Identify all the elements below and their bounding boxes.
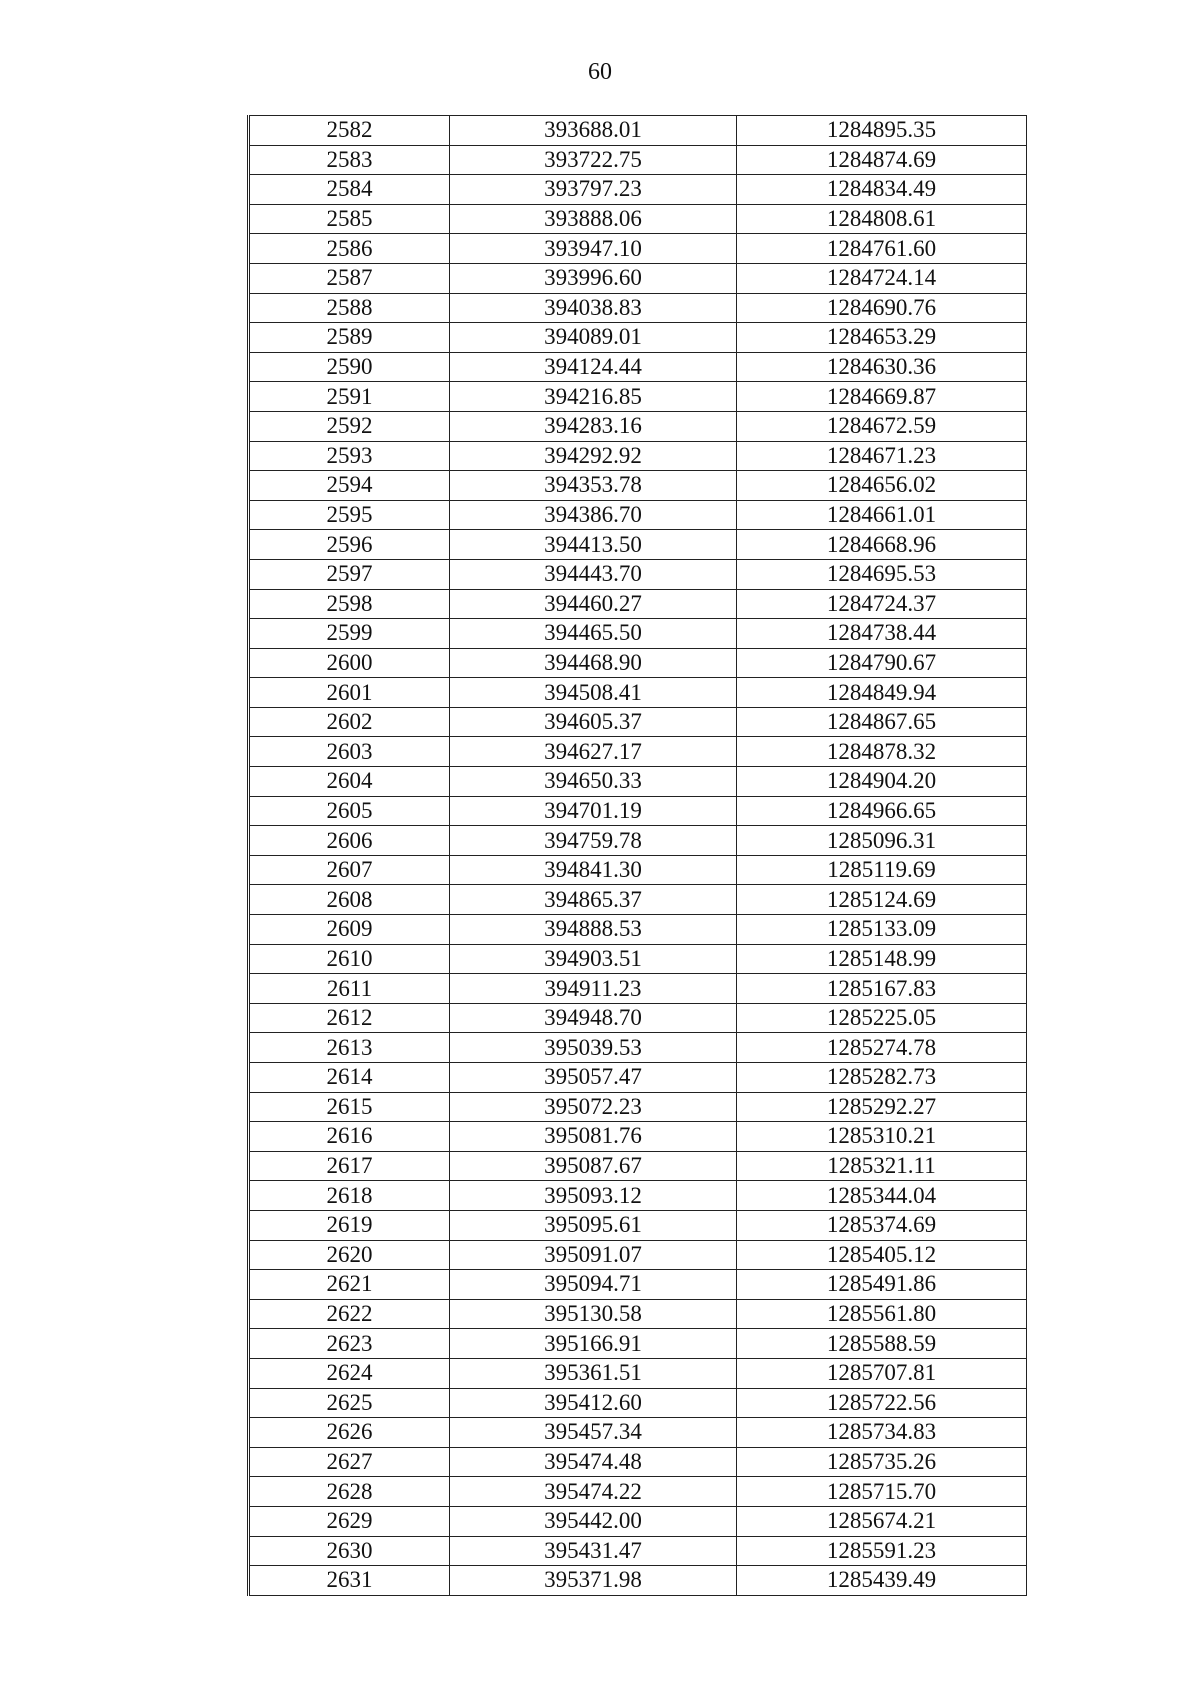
y-coordinate-cell: 1285167.83 [737, 974, 1027, 1004]
x-coordinate-cell: 393888.06 [450, 204, 737, 234]
y-coordinate-cell: 1284790.67 [737, 648, 1027, 678]
x-coordinate-cell: 394386.70 [450, 500, 737, 530]
table-row [249, 648, 1027, 678]
y-coordinate-cell: 1284761.60 [737, 234, 1027, 264]
table-row [249, 500, 1027, 530]
point-number-cell: 2584 [249, 175, 450, 205]
y-coordinate-cell: 1285096.31 [737, 826, 1027, 856]
y-coordinate-cell: 1285707.81 [737, 1358, 1027, 1388]
point-number-cell: 2624 [249, 1358, 450, 1388]
x-coordinate-cell: 394605.37 [450, 707, 737, 737]
x-coordinate-cell: 394841.30 [450, 855, 737, 885]
table-row [249, 915, 1027, 945]
point-number-cell: 2626 [249, 1418, 450, 1448]
x-coordinate-cell: 394216.85 [450, 382, 737, 412]
x-coordinate-cell: 394413.50 [450, 530, 737, 560]
point-number-cell: 2617 [249, 1151, 450, 1181]
y-coordinate-cell: 1284738.44 [737, 619, 1027, 649]
x-coordinate-cell: 393722.75 [450, 145, 737, 175]
x-coordinate-cell: 394443.70 [450, 559, 737, 589]
x-coordinate-cell: 394460.27 [450, 589, 737, 619]
x-coordinate-cell: 394911.23 [450, 974, 737, 1004]
table-row [249, 145, 1027, 175]
point-number-cell: 2588 [249, 293, 450, 323]
table-row [249, 1329, 1027, 1359]
y-coordinate-cell: 1285148.99 [737, 944, 1027, 974]
x-coordinate-cell: 395130.58 [450, 1299, 737, 1329]
x-coordinate-cell: 395457.34 [450, 1418, 737, 1448]
x-coordinate-cell: 395081.76 [450, 1122, 737, 1152]
y-coordinate-cell: 1285722.56 [737, 1388, 1027, 1418]
y-coordinate-cell: 1285225.05 [737, 1003, 1027, 1033]
x-coordinate-cell: 394283.16 [450, 411, 737, 441]
x-coordinate-cell: 395087.67 [450, 1151, 737, 1181]
point-number-cell: 2594 [249, 471, 450, 501]
y-coordinate-cell: 1285274.78 [737, 1033, 1027, 1063]
point-number-cell: 2600 [249, 648, 450, 678]
y-coordinate-cell: 1284668.96 [737, 530, 1027, 560]
x-coordinate-cell: 394508.41 [450, 678, 737, 708]
x-coordinate-cell: 395094.71 [450, 1270, 737, 1300]
x-coordinate-cell: 394948.70 [450, 1003, 737, 1033]
y-coordinate-cell: 1284867.65 [737, 707, 1027, 737]
table-row [249, 1181, 1027, 1211]
coordinates-table-body [249, 116, 1027, 1596]
point-number-cell: 2629 [249, 1506, 450, 1536]
point-number-cell: 2587 [249, 263, 450, 293]
coordinates-table-container [247, 115, 1025, 1596]
point-number-cell: 2589 [249, 323, 450, 353]
y-coordinate-cell: 1285561.80 [737, 1299, 1027, 1329]
table-row [249, 1447, 1027, 1477]
table-row [249, 1151, 1027, 1181]
point-number-cell: 2592 [249, 411, 450, 441]
y-coordinate-cell: 1285133.09 [737, 915, 1027, 945]
point-number-cell: 2616 [249, 1122, 450, 1152]
y-coordinate-cell: 1284904.20 [737, 767, 1027, 797]
y-coordinate-cell: 1285321.11 [737, 1151, 1027, 1181]
point-number-cell: 2597 [249, 559, 450, 589]
x-coordinate-cell: 395039.53 [450, 1033, 737, 1063]
table-row [249, 1477, 1027, 1507]
y-coordinate-cell: 1284849.94 [737, 678, 1027, 708]
point-number-cell: 2614 [249, 1063, 450, 1093]
y-coordinate-cell: 1284656.02 [737, 471, 1027, 501]
y-coordinate-cell: 1285292.27 [737, 1092, 1027, 1122]
point-number-cell: 2630 [249, 1536, 450, 1566]
table-row [249, 382, 1027, 412]
point-number-cell: 2622 [249, 1299, 450, 1329]
x-coordinate-cell: 393947.10 [450, 234, 737, 264]
point-number-cell: 2583 [249, 145, 450, 175]
table-row [249, 944, 1027, 974]
x-coordinate-cell: 395442.00 [450, 1506, 737, 1536]
y-coordinate-cell: 1284695.53 [737, 559, 1027, 589]
x-coordinate-cell: 393996.60 [450, 263, 737, 293]
table-row [249, 263, 1027, 293]
table-row [249, 974, 1027, 1004]
x-coordinate-cell: 395474.22 [450, 1477, 737, 1507]
point-number-cell: 2591 [249, 382, 450, 412]
point-number-cell: 2610 [249, 944, 450, 974]
page-number: 60 [588, 59, 612, 85]
y-coordinate-cell: 1284671.23 [737, 441, 1027, 471]
table-row [249, 1063, 1027, 1093]
y-coordinate-cell: 1284724.14 [737, 263, 1027, 293]
point-number-cell: 2619 [249, 1210, 450, 1240]
point-number-cell: 2625 [249, 1388, 450, 1418]
table-row [249, 885, 1027, 915]
x-coordinate-cell: 394627.17 [450, 737, 737, 767]
y-coordinate-cell: 1285310.21 [737, 1122, 1027, 1152]
point-number-cell: 2608 [249, 885, 450, 915]
table-row [249, 175, 1027, 205]
y-coordinate-cell: 1285124.69 [737, 885, 1027, 915]
point-number-cell: 2611 [249, 974, 450, 1004]
table-row [249, 1240, 1027, 1270]
y-coordinate-cell: 1285735.26 [737, 1447, 1027, 1477]
table-row [249, 1122, 1027, 1152]
point-number-cell: 2621 [249, 1270, 450, 1300]
y-coordinate-cell: 1285439.49 [737, 1566, 1027, 1596]
x-coordinate-cell: 395371.98 [450, 1566, 737, 1596]
y-coordinate-cell: 1285491.86 [737, 1270, 1027, 1300]
point-number-cell: 2607 [249, 855, 450, 885]
y-coordinate-cell: 1285344.04 [737, 1181, 1027, 1211]
table-row [249, 1536, 1027, 1566]
x-coordinate-cell: 395057.47 [450, 1063, 737, 1093]
x-coordinate-cell: 394465.50 [450, 619, 737, 649]
x-coordinate-cell: 395474.48 [450, 1447, 737, 1477]
table-row [249, 471, 1027, 501]
point-number-cell: 2603 [249, 737, 450, 767]
x-coordinate-cell: 394353.78 [450, 471, 737, 501]
table-row [249, 530, 1027, 560]
point-number-cell: 2590 [249, 352, 450, 382]
point-number-cell: 2615 [249, 1092, 450, 1122]
table-row [249, 204, 1027, 234]
y-coordinate-cell: 1285282.73 [737, 1063, 1027, 1093]
x-coordinate-cell: 394903.51 [450, 944, 737, 974]
table-row [249, 767, 1027, 797]
table-row [249, 619, 1027, 649]
table-row [249, 1299, 1027, 1329]
x-coordinate-cell: 394089.01 [450, 323, 737, 353]
point-number-cell: 2612 [249, 1003, 450, 1033]
y-coordinate-cell: 1284808.61 [737, 204, 1027, 234]
x-coordinate-cell: 394468.90 [450, 648, 737, 678]
table-row [249, 1092, 1027, 1122]
point-number-cell: 2620 [249, 1240, 450, 1270]
point-number-cell: 2593 [249, 441, 450, 471]
table-row [249, 1506, 1027, 1536]
table-row [249, 559, 1027, 589]
point-number-cell: 2599 [249, 619, 450, 649]
x-coordinate-cell: 395431.47 [450, 1536, 737, 1566]
point-number-cell: 2609 [249, 915, 450, 945]
y-coordinate-cell: 1284895.35 [737, 116, 1027, 146]
y-coordinate-cell: 1285734.83 [737, 1418, 1027, 1448]
x-coordinate-cell: 395361.51 [450, 1358, 737, 1388]
table-row [249, 737, 1027, 767]
point-number-cell: 2623 [249, 1329, 450, 1359]
x-coordinate-cell: 395072.23 [450, 1092, 737, 1122]
y-coordinate-cell: 1284672.59 [737, 411, 1027, 441]
x-coordinate-cell: 395412.60 [450, 1388, 737, 1418]
point-number-cell: 2598 [249, 589, 450, 619]
table-row [249, 826, 1027, 856]
y-coordinate-cell: 1284690.76 [737, 293, 1027, 323]
x-coordinate-cell: 394888.53 [450, 915, 737, 945]
y-coordinate-cell: 1284878.32 [737, 737, 1027, 767]
point-number-cell: 2606 [249, 826, 450, 856]
point-number-cell: 2582 [249, 116, 450, 146]
y-coordinate-cell: 1285405.12 [737, 1240, 1027, 1270]
point-number-cell: 2601 [249, 678, 450, 708]
table-row [249, 1388, 1027, 1418]
table-row [249, 352, 1027, 382]
x-coordinate-cell: 394038.83 [450, 293, 737, 323]
table-row [249, 1358, 1027, 1388]
y-coordinate-cell: 1285119.69 [737, 855, 1027, 885]
point-number-cell: 2585 [249, 204, 450, 234]
x-coordinate-cell: 395093.12 [450, 1181, 737, 1211]
y-coordinate-cell: 1284669.87 [737, 382, 1027, 412]
x-coordinate-cell: 394759.78 [450, 826, 737, 856]
table-row [249, 1033, 1027, 1063]
table-row [249, 1418, 1027, 1448]
x-coordinate-cell: 393688.01 [450, 116, 737, 146]
x-coordinate-cell: 395166.91 [450, 1329, 737, 1359]
point-number-cell: 2596 [249, 530, 450, 560]
table-row [249, 293, 1027, 323]
point-number-cell: 2627 [249, 1447, 450, 1477]
x-coordinate-cell: 395095.61 [450, 1210, 737, 1240]
table-row [249, 1210, 1027, 1240]
table-row [249, 1566, 1027, 1596]
point-number-cell: 2604 [249, 767, 450, 797]
table-row [249, 441, 1027, 471]
y-coordinate-cell: 1284661.01 [737, 500, 1027, 530]
y-coordinate-cell: 1284630.36 [737, 352, 1027, 382]
table-row [249, 323, 1027, 353]
y-coordinate-cell: 1284834.49 [737, 175, 1027, 205]
x-coordinate-cell: 394124.44 [450, 352, 737, 382]
table-row [249, 1003, 1027, 1033]
table-row [249, 707, 1027, 737]
y-coordinate-cell: 1285591.23 [737, 1536, 1027, 1566]
table-row [249, 796, 1027, 826]
y-coordinate-cell: 1284653.29 [737, 323, 1027, 353]
table-row [249, 589, 1027, 619]
table-row [249, 1270, 1027, 1300]
table-row [249, 855, 1027, 885]
point-number-cell: 2602 [249, 707, 450, 737]
x-coordinate-cell: 393797.23 [450, 175, 737, 205]
table-row [249, 411, 1027, 441]
point-number-cell: 2595 [249, 500, 450, 530]
x-coordinate-cell: 394292.92 [450, 441, 737, 471]
x-coordinate-cell: 395091.07 [450, 1240, 737, 1270]
y-coordinate-cell: 1284724.37 [737, 589, 1027, 619]
point-number-cell: 2605 [249, 796, 450, 826]
y-coordinate-cell: 1284966.65 [737, 796, 1027, 826]
x-coordinate-cell: 394865.37 [450, 885, 737, 915]
y-coordinate-cell: 1284874.69 [737, 145, 1027, 175]
table-row [249, 678, 1027, 708]
x-coordinate-cell: 394701.19 [450, 796, 737, 826]
point-number-cell: 2586 [249, 234, 450, 264]
x-coordinate-cell: 394650.33 [450, 767, 737, 797]
y-coordinate-cell: 1285715.70 [737, 1477, 1027, 1507]
y-coordinate-cell: 1285588.59 [737, 1329, 1027, 1359]
coordinates-table [247, 115, 1027, 1596]
y-coordinate-cell: 1285374.69 [737, 1210, 1027, 1240]
point-number-cell: 2628 [249, 1477, 450, 1507]
table-row [249, 116, 1027, 146]
point-number-cell: 2618 [249, 1181, 450, 1211]
point-number-cell: 2631 [249, 1566, 450, 1596]
table-row [249, 234, 1027, 264]
y-coordinate-cell: 1285674.21 [737, 1506, 1027, 1536]
point-number-cell: 2613 [249, 1033, 450, 1063]
